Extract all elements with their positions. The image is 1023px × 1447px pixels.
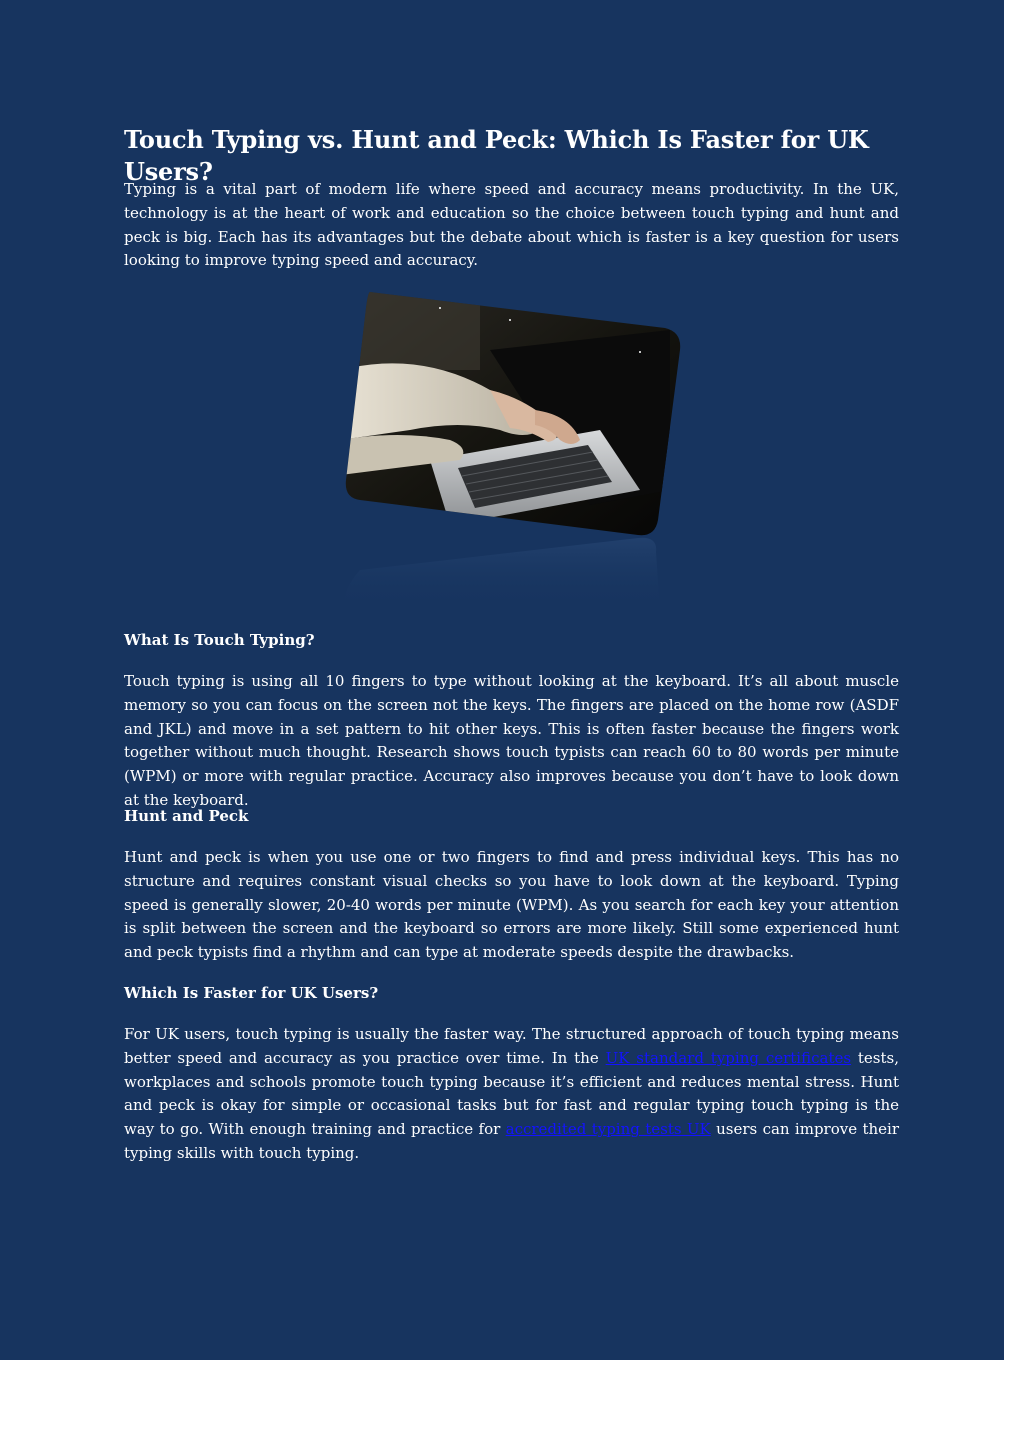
section-body <box>124 1023 899 1166</box>
accredited-typing-tests-link[interactable]: accredited typing tests UK <box>505 1120 711 1139</box>
section-touch-typing <box>124 630 899 813</box>
section-hunt-and-peck <box>124 806 899 965</box>
reflection <box>344 538 660 610</box>
body-text: tests, workplaces and schools promote touch typing because it’s efficient and reduces mental stress. Hunt and peck is okay for simple or occasional tasks but for fast and regular typing touch typing is the way to go. With enough training and practice for <box>124 1048 899 1139</box>
uk-typing-certificates-link[interactable]: UK standard typing certificates <box>605 1048 852 1067</box>
laptop-typing-photo <box>340 290 685 610</box>
section-body: Touch typing is using all 10 fingers to type without looking at the keyboard. It’s all about muscle memory so you can focus on the screen not the keys. The fingers are placed on the home row (ASDF and JKL) and move in a set pattern to hit other keys. This is often faster because the fingers work together without much thought. Research shows touch typists can reach 60 to 80 words per minute (WPM) or more with regular practice. Accuracy also improves because you don’t have to look down at the keyboard. <box>124 672 899 809</box>
section-heading: What Is Touch Typing? <box>124 631 315 649</box>
intro-paragraph: Typing is a vital part of modern life where speed and accuracy means productivity. In the UK, technology is at the heart of work and education so the choice between touch typing and hunt and peck is big. Each has its advantages but the debate about which is faster is a key question for users looking to improve typing speed and accuracy. <box>124 180 899 270</box>
intro-paragraph-container <box>124 178 899 273</box>
section-heading: Hunt and Peck <box>124 807 249 825</box>
section-which-is-faster <box>124 983 899 1166</box>
body-text: users can improve their typing skills with touch typing. <box>124 1120 899 1162</box>
section-body: Hunt and peck is when you use one or two fingers to find and press individual keys. This has no structure and requires constant visual checks so you have to look down at the keyboard. Typing speed is generally slower, 20-40 words per minute (WPM). As you search for each key your attention is split between the screen and the keyboard so errors are more likely. Still some experienced hunt and peck typists find a rhythm and can type at moderate speeds despite the drawbacks. <box>124 848 899 962</box>
body-text: For UK users, touch typing is usually the faster way. The structured approach of touch typing means better speed and accuracy as you practice over time. In the <box>124 1025 899 1067</box>
section-heading: Which Is Faster for UK Users? <box>124 984 379 1002</box>
article-title: Touch Typing vs. Hunt and Peck: Which Is Faster for UK Users? <box>124 125 869 186</box>
laptop-typing-icon <box>340 290 685 610</box>
